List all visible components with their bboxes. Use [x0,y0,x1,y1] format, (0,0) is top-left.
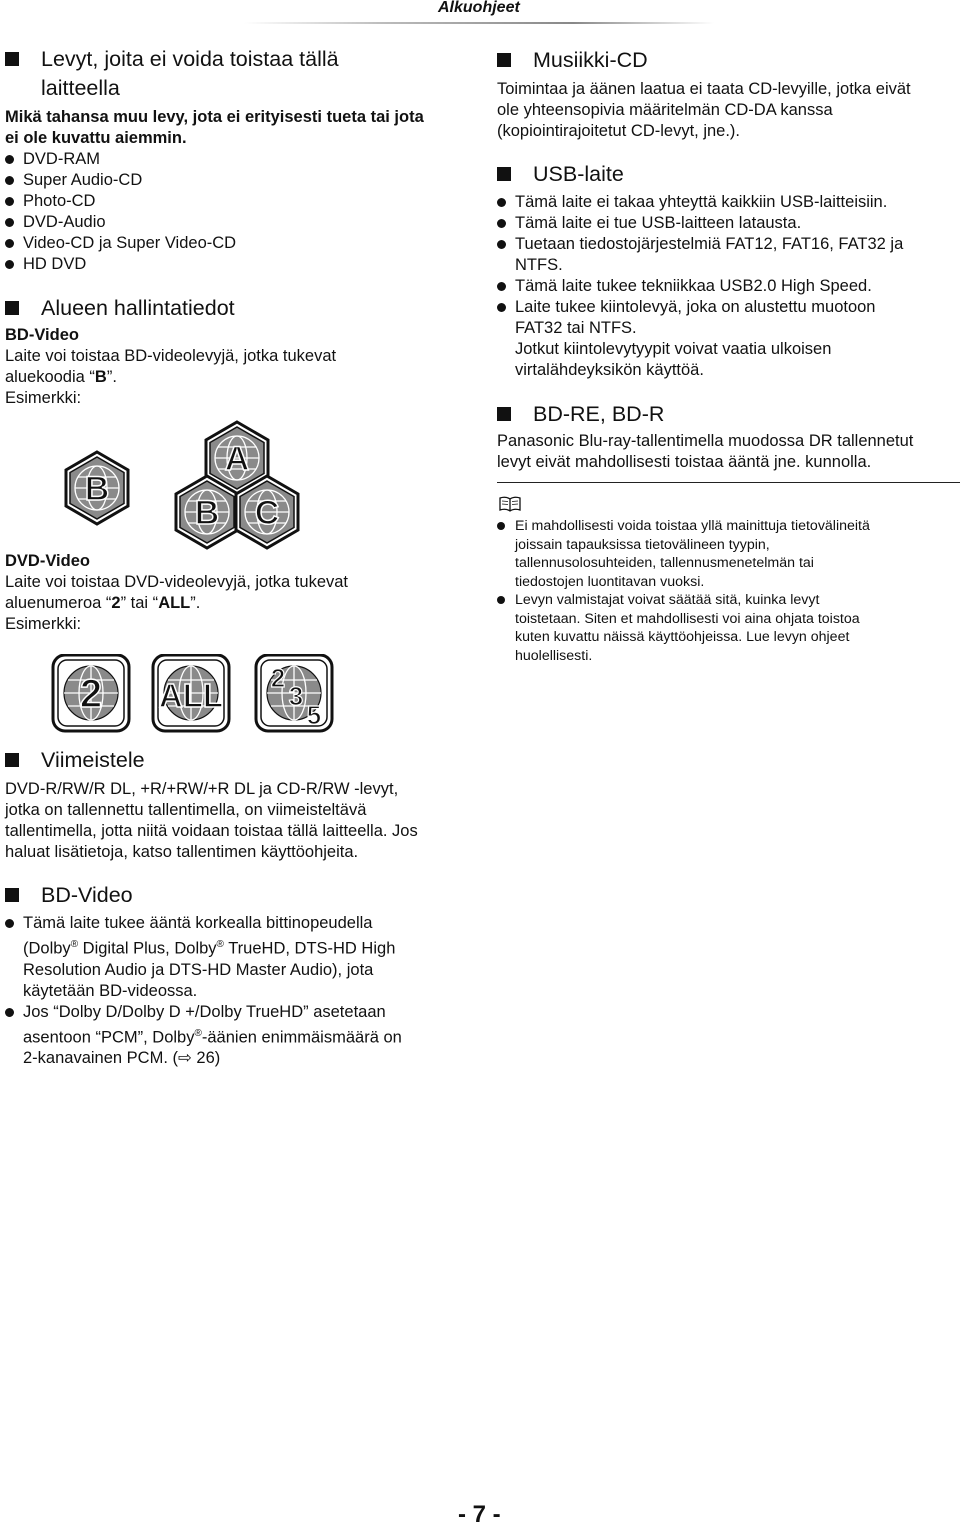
notes-list [497,517,960,665]
unplayable-list [5,149,475,275]
heading-bd-video: BD-Video [5,881,475,910]
dvd-region-logos [45,654,345,734]
heading-usb: USB-laite [497,160,960,189]
heading-music-cd: Musiikki-CD [497,46,960,75]
dvd-logo-all [153,655,229,731]
bd-logo-b-single [66,452,128,524]
svg-text:B: B [194,494,220,532]
svg-text:2: 2 [79,672,103,716]
book-icon [499,496,521,512]
dvd-logo-multi [256,655,332,731]
list-item: Super Audio-CD [5,170,475,191]
music-cd-text: Toimintaa ja äänen laatua ei taata CD-levyille, jotka eivät ole yhteensopivia määritelmän CD-DA kanssa (kopiointirajoitetut CD-levyt, jne.). [497,80,911,140]
bd-re-text: Panasonic Blu-ray-tallentimella muodossa DR tallennetut levyt eivät mahdollisesti toistaa ääntä jne. kunnolla. [497,432,914,471]
heading-region: Alueen hallintatiedot [5,294,475,323]
svg-text:B: B [84,470,110,508]
heading-bd-re: BD-RE, BD-R [497,400,960,429]
bd-video-list [5,913,475,1069]
svg-text:ALL: ALL [158,677,224,714]
unplayable-intro: Mikä tahansa muu levy, jota ei erityisesti tueta tai jota ei ole kuvattu aiemmin. [5,108,424,147]
finalize-text: DVD-R/RW/R DL, +R/+RW/+R DL ja CD-R/RW -levyt, jotka on tallennettu tallentimella, on viimeisteltävä tallentimella, jotta niitä voidaan toistaa tällä laitteella. Jos haluat lisätietoja, katso tallentimen käyttöohjeita. [5,780,418,861]
svg-text:C: C [254,494,280,532]
svg-text:2: 2 [270,663,286,693]
bd-region-logos [55,420,305,550]
square-bullet-icon [497,53,511,67]
list-item: HD DVD [5,254,475,275]
list-item: Tämä laite tukee ääntä korkealla bittinopeudella (Dolby® Digital Plus, Dolby® TrueHD, DTS-HD High Resolution Audio ja DTS-HD Master Audio), jota käytetään BD-videossa. [5,913,475,1002]
svg-text:3: 3 [288,681,304,711]
list-item: Levyn valmistajat voivat säätää sitä, kuinka levyt toistetaan. Siten et mahdollisesti voi aina ohjata toistoa kuten kuvattu näissä käyttöohjeissa. Lue levyn ohjeet huolellisesti. [497,591,960,665]
list-item: Laite tukee kiintolevyä, joka on alustettu muotoon FAT32 tai NTFS. Jotkut kiintolevytyypit voivat vaatia ulkoisen virtalähdeyksikön käyttöä. [497,297,960,381]
page-header-title: Alkuohjeet [438,0,520,16]
square-bullet-icon [5,52,19,66]
svg-text:5: 5 [306,700,322,730]
square-bullet-icon [5,301,19,315]
list-item: Tuetaan tiedostojärjestelmiä FAT12, FAT16, FAT32 ja NTFS. [497,234,960,276]
list-item: Ei mahdollisesti voida toistaa yllä mainittuja tietovälineitä joissain tapauksissa tietovälineen tyypin, tallennusolosuhteiden, tallennusmenetelmän tai tiedostojen luontitavan vuoksi. [497,517,960,591]
bd-video-label: BD-Video [5,326,79,344]
square-bullet-icon [497,407,511,421]
square-bullet-icon [5,888,19,902]
list-item: Tämä laite ei takaa yhteyttä kaikkiin USB-laitteisiin. [497,192,960,213]
square-bullet-icon [497,167,511,181]
dvd-logo-2 [53,655,129,731]
heading-finalize: Viimeistele [5,746,475,775]
dvd-video-label: DVD-Video [5,552,90,570]
page-number: - 7 - [458,1501,501,1528]
header-rule [244,22,714,24]
list-item: Tämä laite ei tue USB-laitteen latausta. [497,213,960,234]
bd-region-text: Laite voi toistaa BD-videolevyjä, jotka tukevat aluekoodia “B”. Esimerkki: [5,347,337,407]
usb-list [497,192,960,381]
square-bullet-icon [5,753,19,767]
dvd-region-text: Laite voi toistaa DVD-videolevyjä, jotka tukevat aluenumeroa “2” tai “ALL”. Esimerkki: [5,573,349,633]
arrow-right-icon: ⇨ [178,1049,192,1067]
list-item: DVD-Audio [5,212,475,233]
list-item: Tämä laite tukee tekniikkaa USB2.0 High Speed. [497,276,960,297]
list-item: DVD-RAM [5,149,475,170]
list-item: Video-CD ja Super Video-CD [5,233,475,254]
svg-text:A: A [224,440,250,478]
list-item: Jos “Dolby D/Dolby D +/Dolby TrueHD” asetetaan asentoon “PCM”, Dolby®-äänien enimmäismäärä on 2-kanavainen PCM. (⇨ 26) [5,1002,475,1070]
notes-separator [497,482,960,483]
heading-unplayable: Levyt, joita ei voida toistaa tällä laitteella [5,45,475,103]
list-item: Photo-CD [5,191,475,212]
